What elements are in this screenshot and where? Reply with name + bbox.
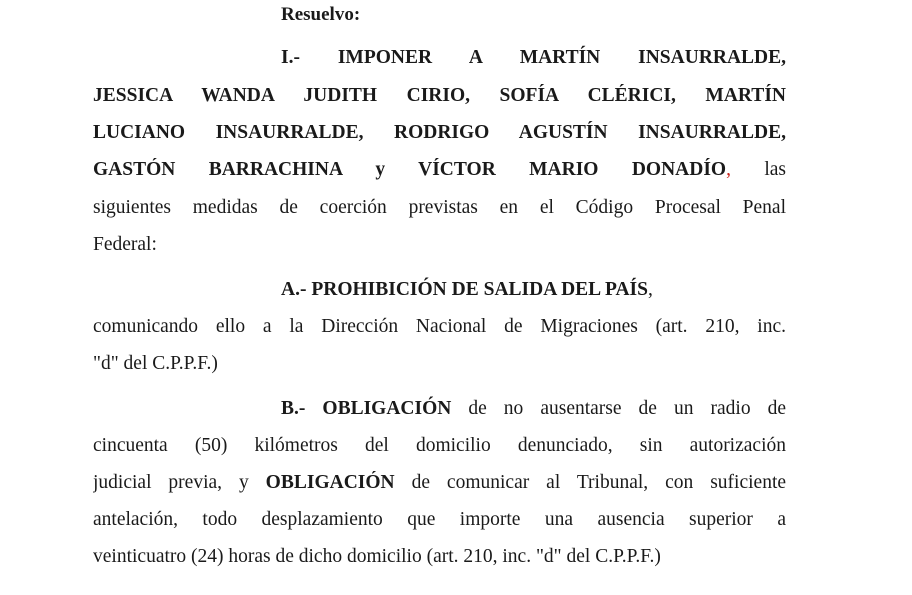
- point-b-obligation: OBLIGACIÓN: [265, 472, 395, 493]
- point-a-line-1: [281, 278, 653, 302]
- comma-mark: ,: [726, 159, 731, 180]
- point-a-label: A.- PROHIBICIÓN DE SALIDA DEL PAÍS: [281, 279, 648, 300]
- point-a-line-3: "d" del C.P.P.F.): [93, 353, 218, 374]
- point-b-line-4: antelación, todo desplazamiento que importe una ausencia superior a: [93, 509, 786, 530]
- point-b-line-3-head: judicial previa, y: [93, 472, 249, 493]
- point-i-line-3: LUCIANO INSAURRALDE, RODRIGO AGUSTÍN INSAURRALDE,: [93, 122, 786, 143]
- point-b-line-1: [281, 397, 786, 421]
- point-a-line-2: comunicando ello a la Dirección Nacional de Migraciones (art. 210, inc.: [93, 316, 786, 337]
- point-i-names-bold: GASTÓN BARRACHINA y VÍCTOR MARIO DONADÍO: [93, 159, 727, 180]
- point-i-line-5: siguientes medidas de coerción previstas en el Código Procesal Penal: [93, 197, 786, 218]
- point-b-line-2: cincuenta (50) kilómetros del domicilio denunciado, sin autorización: [93, 435, 786, 456]
- resolution-heading: Resuelvo:: [281, 4, 361, 25]
- point-i-line-6: Federal:: [93, 234, 157, 255]
- point-a-label-tail: ,: [647, 279, 653, 300]
- point-i-line-1: [281, 46, 786, 70]
- point-i-line-4-tail: las: [764, 159, 786, 180]
- point-b-line-3: [93, 471, 786, 495]
- point-i-verb: IMPONER A MARTÍN INSAURRALDE,: [337, 47, 787, 68]
- point-b-line-3-tail: de comunicar al Tribunal, con suficiente: [411, 472, 786, 493]
- point-b-line-5: veinticuatro (24) horas de dicho domicilio (art. 210, inc. "d" del C.P.P.F.): [93, 546, 661, 567]
- point-i-line-4: [93, 158, 786, 182]
- point-i-line-2: JESSICA WANDA JUDITH CIRIO, SOFÍA CLÉRICI, MARTÍN: [93, 85, 786, 106]
- point-i-number: I.-: [281, 47, 300, 68]
- point-b-line-1-tail: de no ausentarse de un radio de: [468, 398, 786, 419]
- point-b-label: B.- OBLIGACIÓN: [281, 398, 452, 419]
